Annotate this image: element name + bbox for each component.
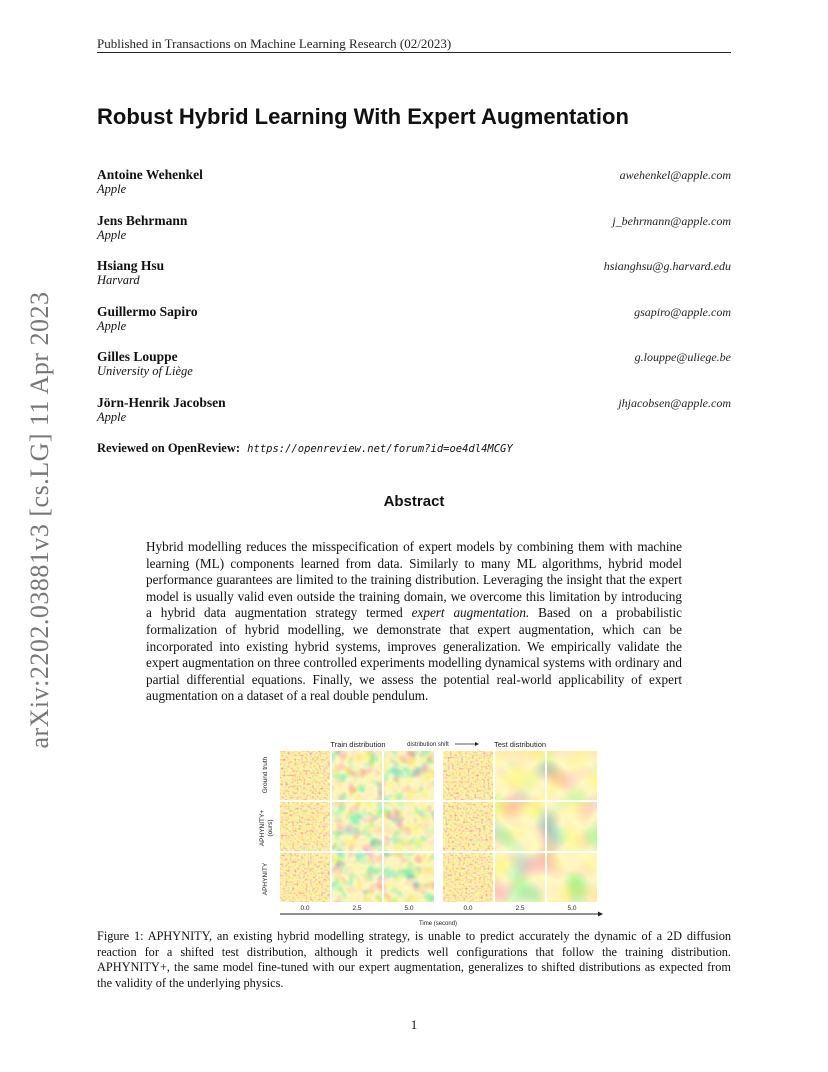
time-axis-label: Time (second) — [418, 921, 458, 927]
heatmap-panel — [332, 853, 382, 902]
heatmap-grid — [280, 751, 597, 902]
author-block — [97, 258, 731, 290]
figure-caption: Figure 1: APHYNITY, an existing hybrid modelling strategy, is unable to predict accurately the dynamic of a 2D diffusion reaction for a shifted test distribution, although it predicts well configurations that follow the training distribution. APHYNITY+, the same model fine-tuned with our expert augmentation, generalizes to shifted distributions as expected from the validity of the underlying physics. — [97, 929, 731, 990]
heatmap-panel — [443, 751, 493, 800]
openreview-link[interactable]: https://openreview.net/forum?id=oe4dl4MCGY — [247, 443, 513, 455]
heatmap-panel — [332, 751, 382, 800]
author-name: Jörn-Henrik Jacobsen — [97, 395, 226, 410]
abstract-emphasis: expert augmentation. — [411, 605, 530, 621]
paper-title: Robust Hybrid Learning With Expert Augmentation — [97, 104, 629, 129]
time-tick-label: 5.0 — [567, 905, 577, 912]
openreview-line — [97, 441, 513, 456]
author-block — [97, 304, 731, 336]
author-block — [97, 395, 731, 427]
row-label-ground-truth: Ground truth — [262, 756, 269, 794]
author-name: Jens Behrmann — [97, 213, 188, 228]
time-tick-label: 2.5 — [515, 905, 525, 912]
shift-arrow-head — [475, 742, 479, 746]
author-name: Gilles Louppe — [97, 349, 178, 364]
heatmap-panel — [495, 853, 545, 902]
time-axis-arrow — [598, 912, 603, 917]
author-name: Antoine Wehenkel — [97, 167, 203, 182]
heatmap-panel — [280, 853, 330, 902]
heatmap-panel — [547, 802, 597, 851]
author-email[interactable]: j_behrmann@apple.com — [612, 214, 731, 228]
author-name: Guillermo Sapiro — [97, 304, 198, 319]
author-block — [97, 167, 731, 199]
figure-1-graphic — [248, 737, 608, 929]
heatmap-panel — [280, 751, 330, 800]
shift-label: distribution shift — [407, 742, 449, 748]
author-email[interactable]: g.louppe@uliege.be — [634, 350, 731, 364]
author-affiliation: University of Liège — [97, 364, 193, 378]
running-header: Published in Transactions on Machine Learning Research (02/2023) — [97, 36, 452, 51]
time-tick-label: 2.5 — [352, 905, 362, 912]
author-name: Hsiang Hsu — [97, 258, 165, 273]
arxiv-id[interactable]: arXiv:2202.03881v3 [cs.LG] 11 Apr 2023 — [25, 291, 54, 749]
heatmap-panel — [443, 853, 493, 902]
author-email[interactable]: awehenkel@apple.com — [619, 168, 731, 182]
time-tick-label: 5.0 — [404, 905, 414, 912]
author-block — [97, 349, 731, 381]
header-rule — [97, 52, 731, 53]
heatmap-panel — [495, 802, 545, 851]
heatmap-panel — [443, 802, 493, 851]
author-affiliation: Apple — [97, 410, 127, 424]
heatmap-panel — [547, 751, 597, 800]
row-label-ours: (ours) — [267, 819, 274, 837]
heatmap-panel — [547, 853, 597, 902]
test-label: Test distribution — [493, 740, 547, 749]
time-tick-label: 0.0 — [463, 905, 473, 912]
author-block — [97, 213, 731, 245]
heatmap-panel — [384, 751, 434, 800]
abstract-text-2: Based on a probabilistic formalization of hybrid modelling, we demonstrate that expert augmentation, which can be incorporated into existing hybrid systems, improves generalization. We empirically validate the expert augmentation on three controlled experiments modelling dynamical systems with ordinary and partial differential equations. Finally, we assess the potential real-world applicability of expert augmentation on a dataset of a real double pendulum. — [146, 605, 682, 704]
author-affiliation: Harvard — [97, 273, 140, 287]
heatmap-panel — [384, 853, 434, 902]
abstract-text-1: Hybrid modelling reduces the misspecification of expert models by combining them with machine learning (ML) components learned from data. Similarly to many ML algorithms, hybrid model performance guarantees are limited to the training distribution. Leveraging the insight that the expert model is usually valid even outside the training domain, we overcome this limitation by introducing a hybrid data augmentation strategy termed — [146, 539, 682, 621]
heatmap-panel — [332, 802, 382, 851]
time-ticks — [300, 905, 576, 912]
author-email[interactable]: jhjacobsen@apple.com — [618, 396, 731, 410]
author-affiliation: Apple — [97, 319, 127, 333]
arxiv-sidenote — [18, 280, 62, 760]
row-label-aphynity-plus: APHYNITY+ — [259, 809, 266, 847]
heatmap-panel — [384, 802, 434, 851]
row-label-aphynity: APHYNITY — [262, 862, 269, 896]
author-email[interactable]: gsapiro@apple.com — [634, 305, 731, 319]
page-number: 1 — [410, 1017, 418, 1032]
figure-1 — [248, 737, 608, 929]
author-affiliation: Apple — [97, 228, 127, 242]
review-label: Reviewed on OpenReview: — [97, 441, 241, 455]
heatmap-panel — [280, 802, 330, 851]
abstract-body — [146, 539, 682, 705]
train-label: Train distribution — [330, 740, 386, 749]
abstract-heading: Abstract — [383, 493, 445, 510]
author-affiliation: Apple — [97, 182, 127, 196]
time-tick-label: 0.0 — [300, 905, 310, 912]
author-email[interactable]: hsianghsu@g.harvard.edu — [603, 259, 731, 273]
heatmap-panel — [495, 751, 545, 800]
